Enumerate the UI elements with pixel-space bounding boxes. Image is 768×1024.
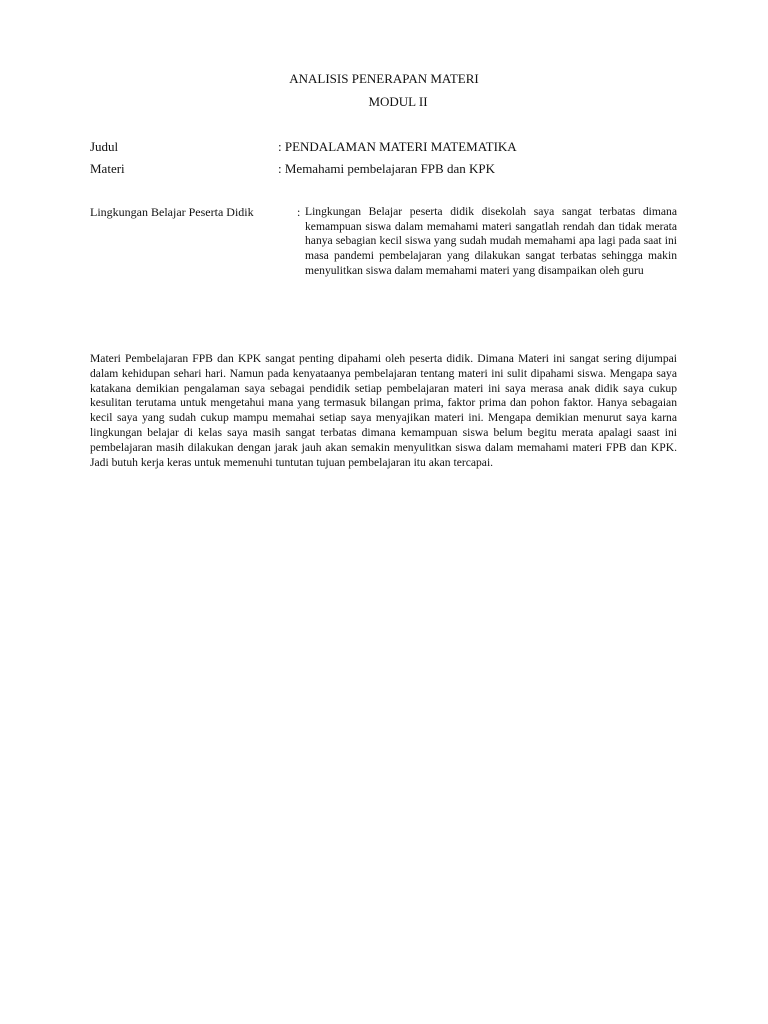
document-title: ANALISIS PENERAPAN MATERI [289, 71, 479, 86]
document-subtitle: MODUL II [368, 94, 428, 109]
judul-value: : PENDALAMAN MATERI MATEMATIKA [278, 139, 517, 154]
judul-label: Judul [90, 139, 119, 154]
materi-value: : Memahami pembelajaran FPB dan KPK [278, 161, 495, 176]
body-paragraph: Materi Pembelajaran FPB dan KPK sangat penting dipahami oleh peserta didik. Dimana Materi ini sangat sering dijumpai dalam kehidupan sehari hari. Namun pada kenyataanya pembelajaran tentang materi ini sulit dipahami siswa. Mengapa saya katakana demikian pengalaman saya sebagai pendidik setiap pembelajaran materi ini saya merasa anak didik saya cukup kesulitan terutama untuk mengetahui mana yang termasuk bilangan prima, faktor prima dan pohon faktor. Hanya sebagaian kecil saya yang sudah cukup mampu memahai setiap saya menyajikan materi ini. Mengapa demikian menurut saya karna lingkungan belajar di kelas saya masih sangat terbatas dimana kemampuan siswa belum begitu merata apalagi saast ini pembelajaran masih dilakukan dengan jarak jauh akan semakin menyulitkan siswa dalam memahami materi FPB dan KPK. Jadi butuh kerja keras untuk memenuhi tuntutan tujuan pembelajaran itu akan tercapai. [90, 352, 677, 469]
lingkungan-text: Lingkungan Belajar peserta didik disekolah saya sangat terbatas dimana kemampuan siswa dalam memahami materi sangatlah rendah dan tidak merata hanya sebagian kecil siswa yang sudah mudah memahami apa lagi pada saat ini masa pandemi pembelajaran yang dilakukan sangat terbatas sehingga makin menyulitkan siswa dalam memahami materi yang disampaikan oleh guru [305, 205, 677, 277]
materi-label: Materi [90, 161, 125, 176]
lingkungan-label: Lingkungan Belajar Peserta Didik [90, 205, 254, 219]
lingkungan-colon: : [297, 205, 301, 219]
